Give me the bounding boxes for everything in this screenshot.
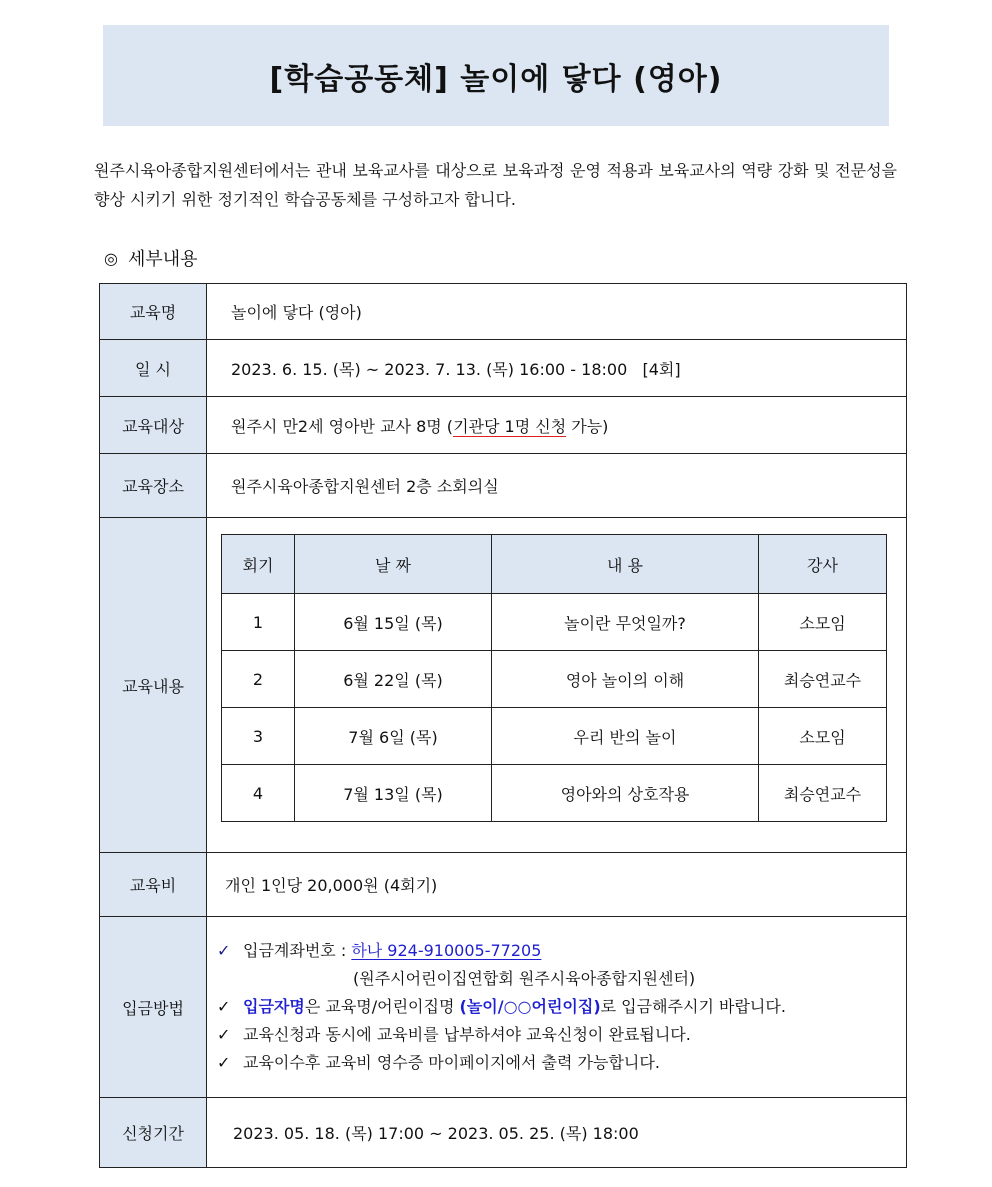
payment-account-line [217,937,906,965]
label-place: 교육장소 [100,454,207,518]
schedule-cell: 최승연교수 [759,765,887,822]
label-fee: 교육비 [100,853,207,917]
value-name: 놀이에 닿다 (영아) [207,284,907,340]
row-name [100,284,907,340]
schedule-header [222,535,887,594]
label-date: 일 시 [100,340,207,397]
value-place: 원주시육아종합지원센터 2층 소회의실 [207,454,907,518]
target-underlined: 기관당 1명 신청 [453,416,567,436]
account-holder: (원주시어린이집연합회 원주시육아종합지원센터) [353,969,696,988]
depositor-text-end: 로 입금해주시기 바랍니다. [600,997,786,1016]
schedule-cell: 7월 6일 (목) [295,708,492,765]
row-fee [100,853,907,917]
section-heading [104,245,198,271]
check-icon: ✓ [217,1053,231,1072]
value-fee: 개인 1인당 20,000원 (4회기) [207,853,907,917]
schedule-cell: 영아와의 상호작용 [492,765,759,822]
schedule-row [222,765,887,822]
schedule-row [222,708,887,765]
depositor-example: (놀이/○○어린이집) [459,997,601,1016]
row-place [100,454,907,518]
depositor-text: 은 교육명/어린이집명 [304,997,460,1016]
label-period: 신청기간 [100,1098,207,1168]
payment-depositor-line [217,993,906,1021]
value-date: 2023. 6. 15. (목) ~ 2023. 7. 13. (목) 16:00 - 18:00 [4회] [207,340,907,397]
double-circle-icon: ◎ [104,248,118,268]
schedule-header-cell: 날 짜 [295,535,492,594]
schedule-cell: 2 [222,651,295,708]
check-icon: ✓ [217,941,231,960]
schedule-table [221,534,887,822]
schedule-cell: 놀이란 무엇일까? [492,594,759,651]
schedule-cell: 3 [222,708,295,765]
schedule-cell: 7월 13일 (목) [295,765,492,822]
payment-note-2: ✓ 교육이수후 교육비 영수증 마이페이지에서 출력 가능합니다. [217,1049,906,1077]
account-number-link[interactable]: 하나 924-910005-77205 [351,941,542,960]
details-table [99,283,907,1168]
row-date [100,340,907,397]
label-content: 교육내용 [100,518,207,853]
section-label: 세부내용 [127,249,198,270]
row-target [100,397,907,454]
check-icon: ✓ [217,997,231,1016]
schedule-header-cell: 내 용 [492,535,759,594]
depositor-label: 입금자명 [243,997,305,1016]
label-name: 교육명 [100,284,207,340]
schedule-cell: 우리 반의 놀이 [492,708,759,765]
account-label: 입금계좌번호 : [243,941,352,960]
value-payment [207,917,907,1098]
schedule-row [222,594,887,651]
intro-text: 원주시육아종합지원센터에서는 관내 보육교사를 대상으로 보육과정 운영 적용과 보육교사의 역량 강화 및 전문성을 향상 시키기 위한 정기적인 학습공동체를 구성하고자 합니다. [94,161,897,209]
schedule-row [222,651,887,708]
schedule-cell: 1 [222,594,295,651]
value-content [207,518,907,853]
value-period: 2023. 05. 18. (목) 17:00 ~ 2023. 05. 25. (목) 18:00 [207,1098,907,1168]
value-target [207,397,907,454]
title-banner [103,25,889,126]
schedule-header-cell: 회기 [222,535,295,594]
check-icon: ✓ [217,1025,231,1044]
payment-note-1: ✓ 교육신청과 동시에 교육비를 납부하셔야 교육신청이 완료됩니다. [217,1021,906,1049]
schedule-cell: 소모임 [759,708,887,765]
label-payment: 입금방법 [100,917,207,1098]
target-text: 원주시 만2세 영아반 교사 8명 ( [231,416,454,436]
target-text-end: 가능) [566,416,609,436]
label-target: 교육대상 [100,397,207,454]
row-payment [100,917,907,1098]
schedule-cell: 6월 15일 (목) [295,594,492,651]
schedule-cell: 최승연교수 [759,651,887,708]
row-content [100,518,907,853]
schedule-cell: 영아 놀이의 이해 [492,651,759,708]
row-period [100,1098,907,1168]
schedule-cell: 소모임 [759,594,887,651]
schedule-cell: 6월 22일 (목) [295,651,492,708]
page-title: [학습공동체] 놀이에 닿다 (영아) [269,61,723,97]
schedule-header-cell: 강사 [759,535,887,594]
schedule-cell: 4 [222,765,295,822]
